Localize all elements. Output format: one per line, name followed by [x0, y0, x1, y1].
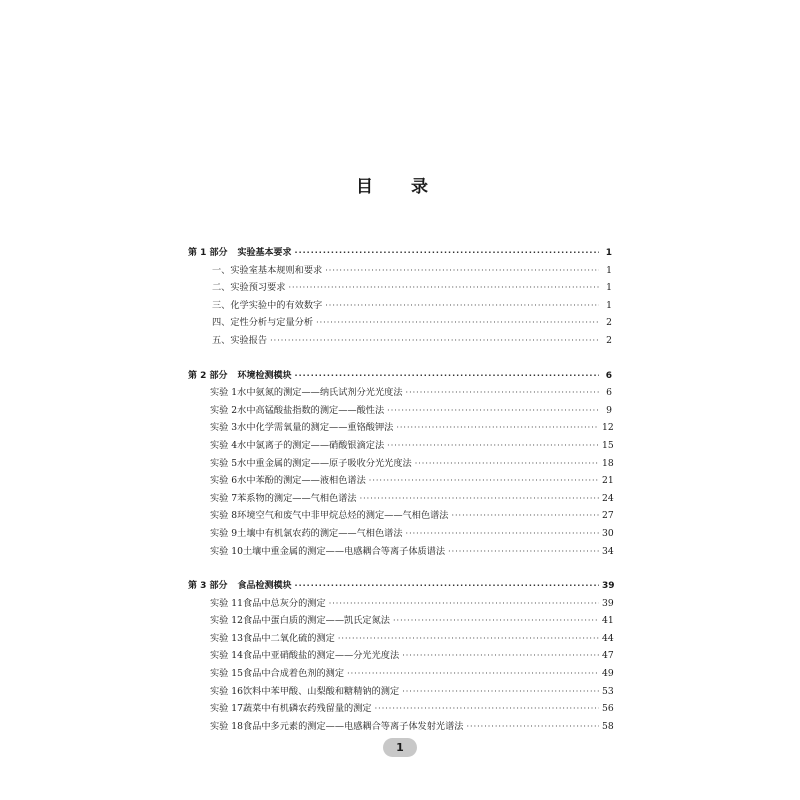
- entry-title: 饮料中苯甲酸、山梨酸和糖精钠的测定: [243, 685, 400, 697]
- experiment-number: 实验 2: [210, 404, 238, 416]
- experiment-number: 实验 7: [210, 492, 238, 504]
- entry-title: 食品中总灰分的测定: [243, 597, 326, 609]
- toc-entry[interactable]: [188, 718, 612, 736]
- experiment-number: 实验 16: [210, 685, 243, 697]
- experiment-number: 实验 11: [210, 597, 243, 609]
- toc-entry[interactable]: [188, 472, 612, 490]
- leader-dots: [375, 700, 599, 718]
- entry-title: 蔬菜中有机磷农药残留量的测定: [243, 703, 372, 715]
- page-ref: 39: [602, 581, 615, 592]
- toc-entry[interactable]: [188, 419, 612, 437]
- experiment-number: 实验 15: [210, 668, 243, 680]
- leader-dots: [289, 279, 600, 297]
- entry-title: 五、实验报告: [212, 334, 268, 346]
- page-ref: 1: [606, 282, 612, 294]
- toc-entry[interactable]: [188, 507, 612, 525]
- experiment-number: 实验 1: [210, 387, 238, 399]
- experiment-number: 实验 3: [210, 422, 238, 434]
- table-of-contents: [188, 244, 615, 752]
- toc-entry[interactable]: [188, 332, 612, 350]
- page-ref: 9: [606, 404, 612, 416]
- toc-entry[interactable]: [188, 665, 612, 683]
- page-ref: 1: [606, 264, 612, 276]
- entry-title: 食品中二氧化硫的测定: [243, 632, 335, 644]
- section-title: 食品检测模块: [237, 581, 292, 592]
- page-ref: 49: [602, 668, 614, 680]
- experiment-number: 实验 17: [210, 703, 243, 715]
- page-ref: 47: [602, 650, 614, 662]
- page-ref: 6: [606, 387, 612, 399]
- leader-dots: [396, 419, 599, 437]
- leader-dots: [448, 543, 599, 561]
- experiment-number: 实验 6: [210, 475, 238, 487]
- entry-title: 水中高锰酸盐指数的测定——酸性法: [237, 404, 385, 416]
- toc-entry[interactable]: [188, 297, 612, 315]
- toc-entry[interactable]: [188, 595, 612, 613]
- section-number: 第 3 部分: [188, 581, 228, 592]
- page-ref: 15: [602, 439, 614, 451]
- page-ref: 18: [602, 457, 614, 469]
- page-ref: 58: [602, 720, 614, 732]
- leader-dots: [402, 683, 599, 701]
- section-title: 环境检测模块: [237, 370, 292, 381]
- page-number-badge: 1: [383, 738, 417, 757]
- toc-entry[interactable]: [188, 683, 612, 701]
- toc-entry[interactable]: [188, 262, 612, 280]
- leader-dots: [270, 332, 599, 350]
- page-ref: 41: [602, 615, 614, 627]
- toc-entry[interactable]: [188, 647, 612, 665]
- leader-dots: [347, 665, 599, 683]
- experiment-number: 实验 13: [210, 632, 243, 644]
- leader-dots: [329, 595, 599, 613]
- entry-title: 土壤中重金属的测定——电感耦合等离子体质谱法: [243, 545, 446, 557]
- page-ref: 6: [605, 370, 612, 381]
- entry-title: 食品中亚硝酸盐的测定——分光光度法: [243, 650, 400, 662]
- entry-title: 三、化学实验中的有效数字: [212, 299, 323, 311]
- page-ref: 24: [602, 492, 614, 504]
- page-ref: 21: [602, 475, 614, 487]
- toc-section-1: [188, 244, 612, 350]
- toc-entry[interactable]: [188, 279, 612, 297]
- experiment-number: 实验 18: [210, 720, 243, 732]
- entry-title: 二、实验预习要求: [212, 282, 286, 294]
- toc-section-heading[interactable]: [188, 577, 615, 595]
- toc-section-2: [188, 367, 612, 561]
- page-ref: 53: [602, 685, 614, 697]
- toc-entry[interactable]: [188, 612, 612, 630]
- page-ref: 2: [606, 317, 612, 329]
- entry-title: 水中化学需氧量的测定——重铬酸钾法: [237, 422, 394, 434]
- entry-title: 食品中多元素的测定——电感耦合等离子体发射光谱法: [243, 720, 464, 732]
- entry-title: 苯系物的测定——气相色谱法: [237, 492, 357, 504]
- section-number: 第 1 部分: [188, 248, 228, 258]
- entry-title: 土壤中有机氯农药的测定——气相色谱法: [237, 527, 403, 539]
- section-number: 第 2 部分: [188, 370, 228, 381]
- leader-dots: [316, 314, 599, 332]
- leader-dots: [360, 490, 599, 508]
- entry-title: 四、定性分析与定量分析: [212, 317, 314, 329]
- leader-dots: [406, 525, 599, 543]
- leader-dots: [406, 384, 599, 402]
- entry-title: 一、实验室基本规则和要求: [212, 264, 323, 276]
- experiment-number: 实验 5: [210, 457, 238, 469]
- leader-dots: [451, 507, 599, 525]
- toc-entry[interactable]: [188, 543, 612, 561]
- toc-entry[interactable]: [188, 525, 612, 543]
- page-ref: 27: [602, 510, 614, 522]
- section-title: 实验基本要求: [237, 248, 292, 258]
- page-ref: 12: [602, 422, 614, 434]
- leader-dots: [393, 612, 599, 630]
- experiment-number: 实验 9: [210, 527, 238, 539]
- toc-entry[interactable]: [188, 630, 612, 648]
- toc-entry[interactable]: [188, 314, 612, 332]
- toc-entry[interactable]: [188, 700, 612, 718]
- page-ref: 30: [602, 527, 614, 539]
- experiment-number: 实验 10: [210, 545, 243, 557]
- page-ref: 1: [605, 248, 612, 258]
- toc-entry[interactable]: [188, 402, 612, 420]
- entry-title: 水中氨氮的测定——纳氏试剂分光光度法: [237, 387, 403, 399]
- experiment-number: 实验 14: [210, 650, 243, 662]
- entry-title: 食品中合成着色剂的测定: [243, 668, 345, 680]
- page-ref: 39: [602, 597, 614, 609]
- page-ref: 1: [606, 299, 612, 311]
- entry-title: 水中氯离子的测定——硝酸银滴定法: [237, 439, 385, 451]
- toc-section-heading[interactable]: [188, 367, 612, 385]
- leader-dots: [325, 297, 599, 315]
- page-ref: 34: [602, 545, 614, 557]
- leader-dots: [467, 718, 600, 736]
- leader-dots: [295, 577, 599, 595]
- toc-section-heading[interactable]: [188, 244, 612, 262]
- toc-section-3: [188, 577, 615, 735]
- toc-entry[interactable]: [188, 384, 612, 402]
- entry-title: 水中苯酚的测定——液相色谱法: [237, 475, 366, 487]
- leader-dots: [338, 630, 599, 648]
- toc-entry[interactable]: [188, 455, 612, 473]
- page-ref: 44: [602, 632, 614, 644]
- entry-title: 水中重金属的测定——原子吸收分光光度法: [237, 457, 412, 469]
- experiment-number: 实验 8: [210, 510, 238, 522]
- experiment-number: 实验 12: [210, 615, 243, 627]
- entry-title: 环境空气和废气中非甲烷总烃的测定——气相色谱法: [237, 510, 449, 522]
- toc-entry[interactable]: [188, 437, 612, 455]
- leader-dots: [295, 367, 599, 385]
- leader-dots: [402, 647, 599, 665]
- entry-title: 食品中蛋白质的测定——凯氏定氮法: [243, 615, 390, 627]
- leader-dots: [387, 437, 599, 455]
- leader-dots: [369, 472, 599, 490]
- page-title: 目 录: [356, 177, 444, 197]
- page-ref: 2: [606, 334, 612, 346]
- leader-dots: [387, 402, 599, 420]
- toc-entry[interactable]: [188, 490, 612, 508]
- experiment-number: 实验 4: [210, 439, 238, 451]
- leader-dots: [295, 244, 599, 262]
- page-ref: 56: [602, 703, 614, 715]
- leader-dots: [325, 262, 599, 280]
- leader-dots: [415, 455, 599, 473]
